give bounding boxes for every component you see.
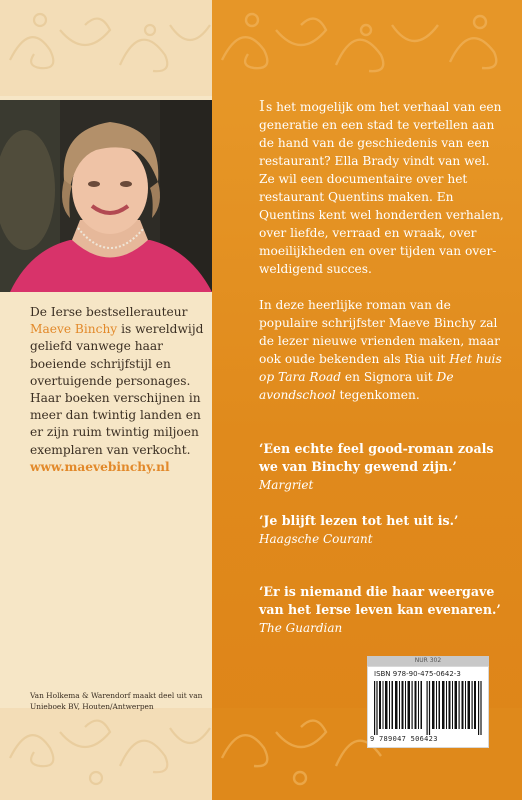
bio-intro: De Ierse bestsellerauteur xyxy=(30,305,188,319)
blurb-paragraph-1 xyxy=(259,97,509,278)
nur-label: NUR 302 xyxy=(367,656,489,666)
quote-source: Haagsche Courant xyxy=(259,532,373,546)
bio-body: is wereldwijd geliefd vanwege haar boeiende schrijfstijl en overtuigende personages. Haar boeken verschijnen in meer dan twintig landen en er zijn ruim twintig miljoen exemplaren van verkocht. xyxy=(30,322,204,457)
blurb-p2-part-b: en Signora uit xyxy=(341,370,437,384)
quote-text: ‘Er is niemand die haar weergave van het Ierse leven kan evenaren.’ xyxy=(259,584,501,617)
quote-text: ‘Een echte feel good-roman zoals we van Binchy gewend zijn.’ xyxy=(259,441,494,474)
quote-text: ‘Je blijft lezen tot het uit is.’ xyxy=(259,513,459,528)
blurb-p2-part-c: tegenkomen. xyxy=(335,388,420,402)
author-name: Maeve Binchy xyxy=(30,322,118,337)
author-photo xyxy=(0,100,212,292)
barcode-digits: 9 789047 506423 xyxy=(370,735,438,743)
book-title-tara-road: Het huis op Tara Road xyxy=(259,352,502,384)
quote-source: Margriet xyxy=(259,478,314,492)
book-title-avondschool: De avondschool xyxy=(259,370,454,402)
isbn-number: ISBN 978-90-475-0642-3 xyxy=(374,670,461,678)
review-quote xyxy=(259,440,509,494)
author-website-link[interactable]: www.maevebinchy.nl xyxy=(30,459,170,474)
blurb-p2-part-a: In deze heerlijke roman van de populaire schrijfster Maeve Binchy zal de lezer nieuwe vrienden maken, maar ook oude bekenden als Ria uit xyxy=(259,298,501,366)
publisher-note: Van Holkema & Warendorf maakt deel uit van Unieboek BV, Houten/Antwerpen xyxy=(30,691,203,711)
review-quote xyxy=(259,512,509,548)
blurb-p1-text: s het mogelijk om het verhaal van een generatie en een stad te vertellen aan de hand van de geschiedenis van een restaurant? Ella Brady vindt van wel. Ze wil een documentaire over het restaurant Quentins maken. En Quentins kent wel honderden verhalen, over liefde, verraad en wraak, over moeilijkheden en over tijden van overweldigend succes. xyxy=(259,100,504,276)
review-quote xyxy=(259,583,509,637)
barcode-bars xyxy=(374,681,482,735)
blurb-paragraph-2 xyxy=(259,296,509,404)
author-bio xyxy=(30,304,206,476)
drop-cap: I xyxy=(259,97,265,115)
isbn-barcode xyxy=(367,666,489,748)
top-ornament xyxy=(0,0,522,96)
quote-source: The Guardian xyxy=(259,621,343,635)
